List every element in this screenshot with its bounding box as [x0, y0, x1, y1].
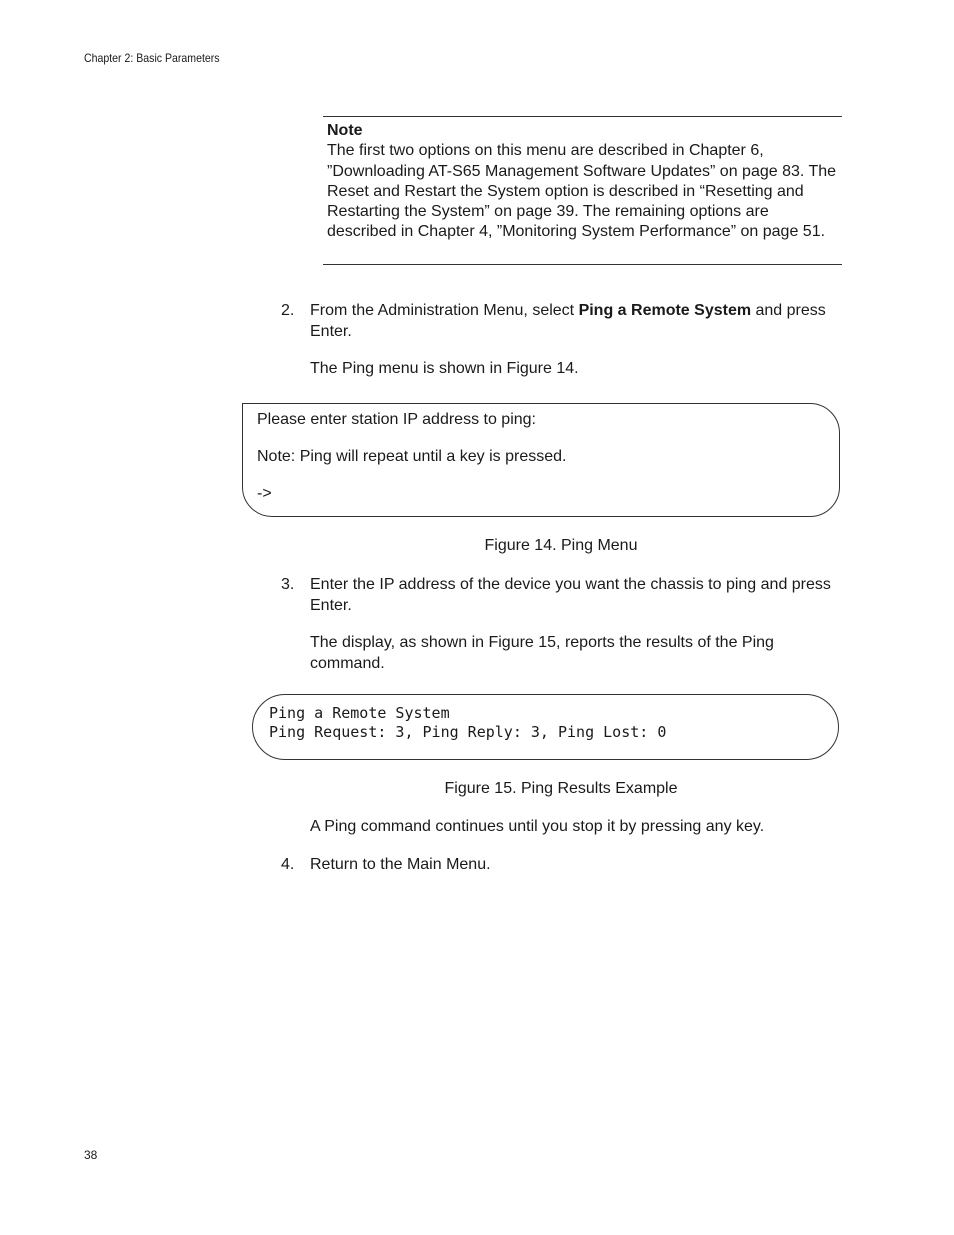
- note-title: Note: [327, 122, 363, 139]
- step-text-part: and press Enter.: [310, 302, 826, 340]
- note-body: The first two options on this menu are described in Chapter 6, ”Downloading AT-S65 Management Software Updates” on page 83. The Reset and Restart the System option is described in “Resetting and Restarting the System” on page 39. The remaining options are described in Chapter 4, ”Monitoring System Performance” on page 51.: [327, 142, 837, 241]
- screen-line: Ping a Remote System: [269, 704, 450, 722]
- figure-15-caption: Figure 15. Ping Results Example: [444, 780, 678, 797]
- screen-line: Ping Request: 3, Ping Reply: 3, Ping Lost: 0: [269, 722, 667, 741]
- step-text-bold: Ping a Remote System: [578, 302, 752, 319]
- figure-14-caption: Figure 14. Ping Menu: [484, 537, 638, 554]
- results-intro: The display, as shown in Figure 15, reports the results of the Ping command.: [310, 634, 774, 672]
- step-text: [310, 301, 850, 342]
- screen-output: [269, 704, 666, 741]
- step-number: 4.: [281, 856, 295, 873]
- note-box: [323, 116, 842, 265]
- figure-15-screen: [252, 694, 839, 760]
- step-text: Return to the Main Menu.: [310, 856, 491, 873]
- step-text-part: From the Administration Menu, select: [310, 302, 579, 319]
- screen-prompt: ->: [257, 485, 272, 502]
- ping-menu-intro: The Ping menu is shown in Figure 14.: [310, 360, 579, 377]
- step-text: Enter the IP address of the device you want the chassis to ping and press Enter.: [310, 576, 831, 614]
- step-number: 3.: [281, 576, 295, 593]
- running-header: Chapter 2: Basic Parameters: [84, 51, 220, 65]
- ping-continues: A Ping command continues until you stop it by pressing any key.: [310, 818, 765, 835]
- page-number: 38: [84, 1148, 98, 1162]
- step-number: 2.: [281, 302, 295, 319]
- screen-line: Note: Ping will repeat until a key is pressed.: [257, 448, 567, 465]
- screen-line: Please enter station IP address to ping:: [257, 411, 536, 428]
- figure-14-screen: [242, 403, 840, 517]
